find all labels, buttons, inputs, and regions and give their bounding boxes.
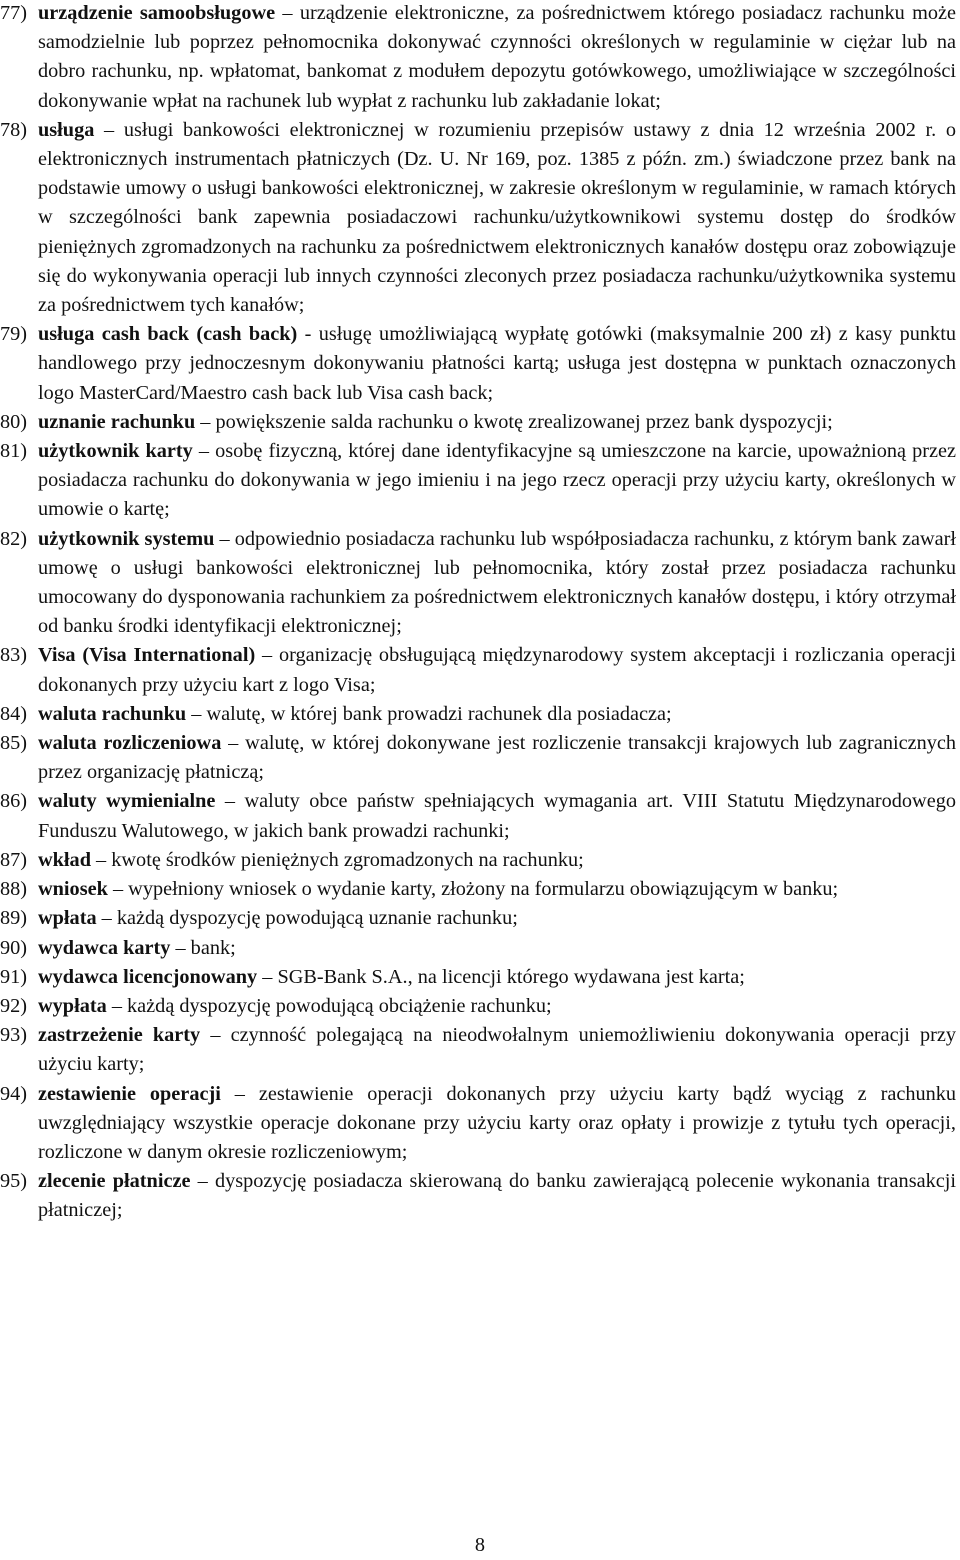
definition-text: każdą dyspozycję powodującą uznanie rachunku; bbox=[116, 907, 518, 930]
definition-body bbox=[38, 934, 956, 963]
definition-item bbox=[0, 525, 956, 642]
definition-body bbox=[38, 963, 956, 992]
definition-item bbox=[0, 963, 956, 992]
definition-term: uznanie rachunku bbox=[38, 410, 196, 433]
definition-term: waluty wymienialne bbox=[38, 790, 216, 813]
definition-term: Visa (Visa International) bbox=[38, 644, 256, 667]
term-separator: – bbox=[200, 1024, 231, 1047]
item-number: 93) bbox=[0, 1024, 28, 1047]
definition-body bbox=[38, 1021, 956, 1079]
definition-text: odpowiednio posiadacza rachunku lub współposiadacza rachunku, z którym bank zawarł umowę o usługi bankowości elektronicznej lub pełnomocnika, który został przez posiadacza rachunku umocowany do dysponowania rachunkiem za pośrednictwem elektronicznych kanałów dostępu, i który otrzymał od banku środki identyfikacji elektronicznej; bbox=[38, 527, 956, 638]
term-separator: – bbox=[221, 732, 246, 755]
definition-item bbox=[0, 1080, 956, 1168]
definition-body bbox=[38, 729, 956, 787]
definition-body bbox=[38, 437, 956, 525]
term-separator: – bbox=[94, 118, 124, 141]
definition-term: użytkownik karty bbox=[38, 440, 193, 463]
definition-body bbox=[38, 320, 956, 408]
definition-text: walutę, w której dokonywane jest rozliczenie transakcji krajowych lub zagranicznych przez organizację płatniczą; bbox=[38, 732, 957, 784]
item-number: 89) bbox=[0, 907, 28, 930]
definition-term: wniosek bbox=[38, 878, 108, 901]
definition-text: organizację obsługującą międzynarodowy system akceptacji i rozliczania operacji dokonanych przy użyciu kart z logo Visa; bbox=[38, 644, 956, 696]
definition-term: urządzenie samoobsługowe bbox=[38, 2, 276, 24]
item-number: 87) bbox=[0, 848, 28, 871]
definition-term: zastrzeżenie karty bbox=[38, 1024, 201, 1047]
term-separator: – bbox=[214, 527, 235, 550]
definition-term: usługa cash back (cash back) bbox=[38, 323, 298, 346]
definition-text: SGB-Bank S.A., na licencji którego wydawana jest karta; bbox=[277, 965, 745, 988]
definition-text: usługi bankowości elektronicznej w rozumieniu przepisów ustawy z dnia 12 września 2002 r. o elektronicznych instrumentach płatniczych (Dz. U. Nr 169, poz. 1385 z późn. zm.) świadczone przez bank na podstawie umowy o usługi bankowości elektronicznej, w zakresie określonym w regulaminie, w ramach których w szczególności bank zapewnia posiadaczowi rachunku/użytkownikowi systemu dostęp do środków pieniężnych zgromadzonych na rachunku za pośrednictwem elektronicznych kanałów dostępu oraz zobowiązuje się do wykonywania operacji lub innych czynności zleconych przez posiadacza rachunku/użytkownika systemu za pośrednictwem tych kanałów; bbox=[38, 118, 957, 317]
definition-text: dyspozycję posiadacza skierowaną do banku zawierającą polecenie wykonania transakcji płatniczej; bbox=[38, 1170, 956, 1222]
definition-body bbox=[38, 1167, 956, 1225]
definition-item bbox=[0, 934, 956, 963]
definition-text: zestawienie operacji dokonanych przy użyciu karty bądź wyciąg z rachunku uwzględniający wszystkie operacje dokonane przy użyciu karty oraz opłaty i prowizje z tytułu tych operacji, rozliczone w danym okresie rozliczeniowym; bbox=[38, 1082, 957, 1163]
definition-term: wydawca licencjonowany bbox=[38, 965, 258, 988]
item-number: 94) bbox=[0, 1082, 28, 1105]
definition-item bbox=[0, 408, 956, 437]
item-number: 85) bbox=[0, 732, 28, 755]
definition-item bbox=[0, 729, 956, 787]
term-separator: - bbox=[297, 323, 319, 346]
definition-term: wypłata bbox=[38, 994, 107, 1017]
definition-text: usługę umożliwiającą wypłatę gotówki (maksymalnie 200 zł) z kasy punktu handlowego przy jednoczesnym dokonywaniu płatności kartą; usługa jest dostępna w punktach oznaczonych logo MasterCard/Maestro cash back lub Visa cash back; bbox=[38, 323, 956, 404]
definition-item bbox=[0, 437, 956, 525]
definition-item bbox=[0, 904, 956, 933]
term-separator: – bbox=[90, 848, 112, 871]
definition-item bbox=[0, 787, 956, 845]
definition-body bbox=[38, 904, 956, 933]
definition-body bbox=[38, 525, 956, 642]
page-number: 8 bbox=[474, 1534, 486, 1556]
definition-body bbox=[38, 846, 956, 875]
definition-item bbox=[0, 700, 956, 729]
term-separator: – bbox=[220, 1082, 259, 1105]
definition-text: bank; bbox=[190, 936, 236, 959]
definition-term: zlecenie płatnicze bbox=[38, 1170, 191, 1193]
term-separator: – bbox=[192, 440, 216, 463]
definition-term: użytkownik systemu bbox=[38, 527, 215, 550]
definition-text: kwotę środków pieniężnych zgromadzonych na rachunku; bbox=[111, 848, 584, 871]
definition-term: wpłata bbox=[38, 907, 97, 930]
term-separator: – bbox=[186, 702, 207, 725]
item-number: 81) bbox=[0, 440, 28, 463]
item-number: 77) bbox=[0, 2, 28, 24]
definition-body bbox=[38, 875, 956, 904]
definition-body bbox=[38, 116, 956, 320]
definition-body bbox=[38, 700, 956, 729]
definition-text: urządzenie elektroniczne, za pośrednictwem którego posiadacz rachunku może samodzielnie lub poprzez pełnomocnika dokonywać czynności określonych w regulaminie w ciężar lub na dobro rachunku, np. wpłatomat, bankomat z modułem depozytu gotówkowego, umożliwiające w szczególności dokonywanie wpłat na rachunek lub wypłat z rachunku lub zakładanie lokat; bbox=[38, 2, 957, 112]
definition-item bbox=[0, 116, 956, 320]
definition-text: czynność polegającą na nieodwołalnym uniemożliwieniu dokonywania operacji przy użyciu karty; bbox=[38, 1024, 957, 1076]
definition-text: powiększenie salda rachunku o kwotę zrealizowanej przez bank dyspozycji; bbox=[215, 410, 833, 433]
definition-text: wypełniony wniosek o wydanie karty, złożony na formularzu obowiązującym w banku; bbox=[128, 878, 839, 901]
item-number: 84) bbox=[0, 702, 28, 725]
definition-body bbox=[38, 0, 956, 116]
definition-text: osobę fizyczną, której dane identyfikacyjne są umieszczone na karcie, upoważnioną przez posiadacza rachunku do dokonywania w jego imieniu i na jego rzecz operacji przy użyciu karty, określonych w umowie o kartę; bbox=[38, 440, 956, 521]
definition-body bbox=[38, 787, 956, 845]
term-separator: – bbox=[215, 790, 245, 813]
definition-body bbox=[38, 408, 956, 437]
definition-body bbox=[38, 641, 956, 699]
item-number: 82) bbox=[0, 527, 28, 550]
term-separator: – bbox=[170, 936, 191, 959]
definition-item bbox=[0, 1167, 956, 1225]
definition-item bbox=[0, 846, 956, 875]
definition-term: waluta rachunku bbox=[38, 702, 187, 725]
item-number: 88) bbox=[0, 878, 28, 901]
definition-text: waluty obce państw spełniających wymagania art. VIII Statutu Międzynarodowego Funduszu Walutowego, w jakich bank prowadzi rachunki; bbox=[38, 790, 956, 842]
item-number: 79) bbox=[0, 323, 28, 346]
term-separator: – bbox=[190, 1170, 215, 1193]
definition-item bbox=[0, 992, 956, 1021]
item-number: 86) bbox=[0, 790, 28, 813]
term-separator: – bbox=[275, 2, 300, 24]
term-separator: – bbox=[255, 644, 280, 667]
definition-term: wkład bbox=[38, 848, 91, 871]
item-number: 78) bbox=[0, 118, 28, 141]
term-separator: – bbox=[107, 878, 129, 901]
term-separator: – bbox=[106, 994, 128, 1017]
item-number: 95) bbox=[0, 1170, 28, 1193]
item-number: 91) bbox=[0, 965, 28, 988]
definition-item bbox=[0, 320, 956, 408]
definition-term: wydawca karty bbox=[38, 936, 171, 959]
definition-item bbox=[0, 875, 956, 904]
term-separator: – bbox=[195, 410, 216, 433]
term-separator: – bbox=[96, 907, 117, 930]
definition-item bbox=[0, 0, 956, 116]
definition-text: każdą dyspozycję powodującą obciążenie rachunku; bbox=[127, 994, 552, 1017]
definition-term: usługa bbox=[38, 118, 95, 141]
item-number: 90) bbox=[0, 936, 28, 959]
item-number: 83) bbox=[0, 644, 28, 667]
term-separator: – bbox=[257, 965, 278, 988]
definition-term: zestawienie operacji bbox=[38, 1082, 221, 1105]
definition-body bbox=[38, 1080, 956, 1168]
item-number: 92) bbox=[0, 994, 28, 1017]
definition-text: walutę, w której bank prowadzi rachunek dla posiadacza; bbox=[206, 702, 672, 725]
definition-term: waluta rozliczeniowa bbox=[38, 732, 222, 755]
definition-item bbox=[0, 641, 956, 699]
definition-item bbox=[0, 1021, 956, 1079]
definition-body bbox=[38, 992, 956, 1021]
item-number: 80) bbox=[0, 410, 28, 433]
